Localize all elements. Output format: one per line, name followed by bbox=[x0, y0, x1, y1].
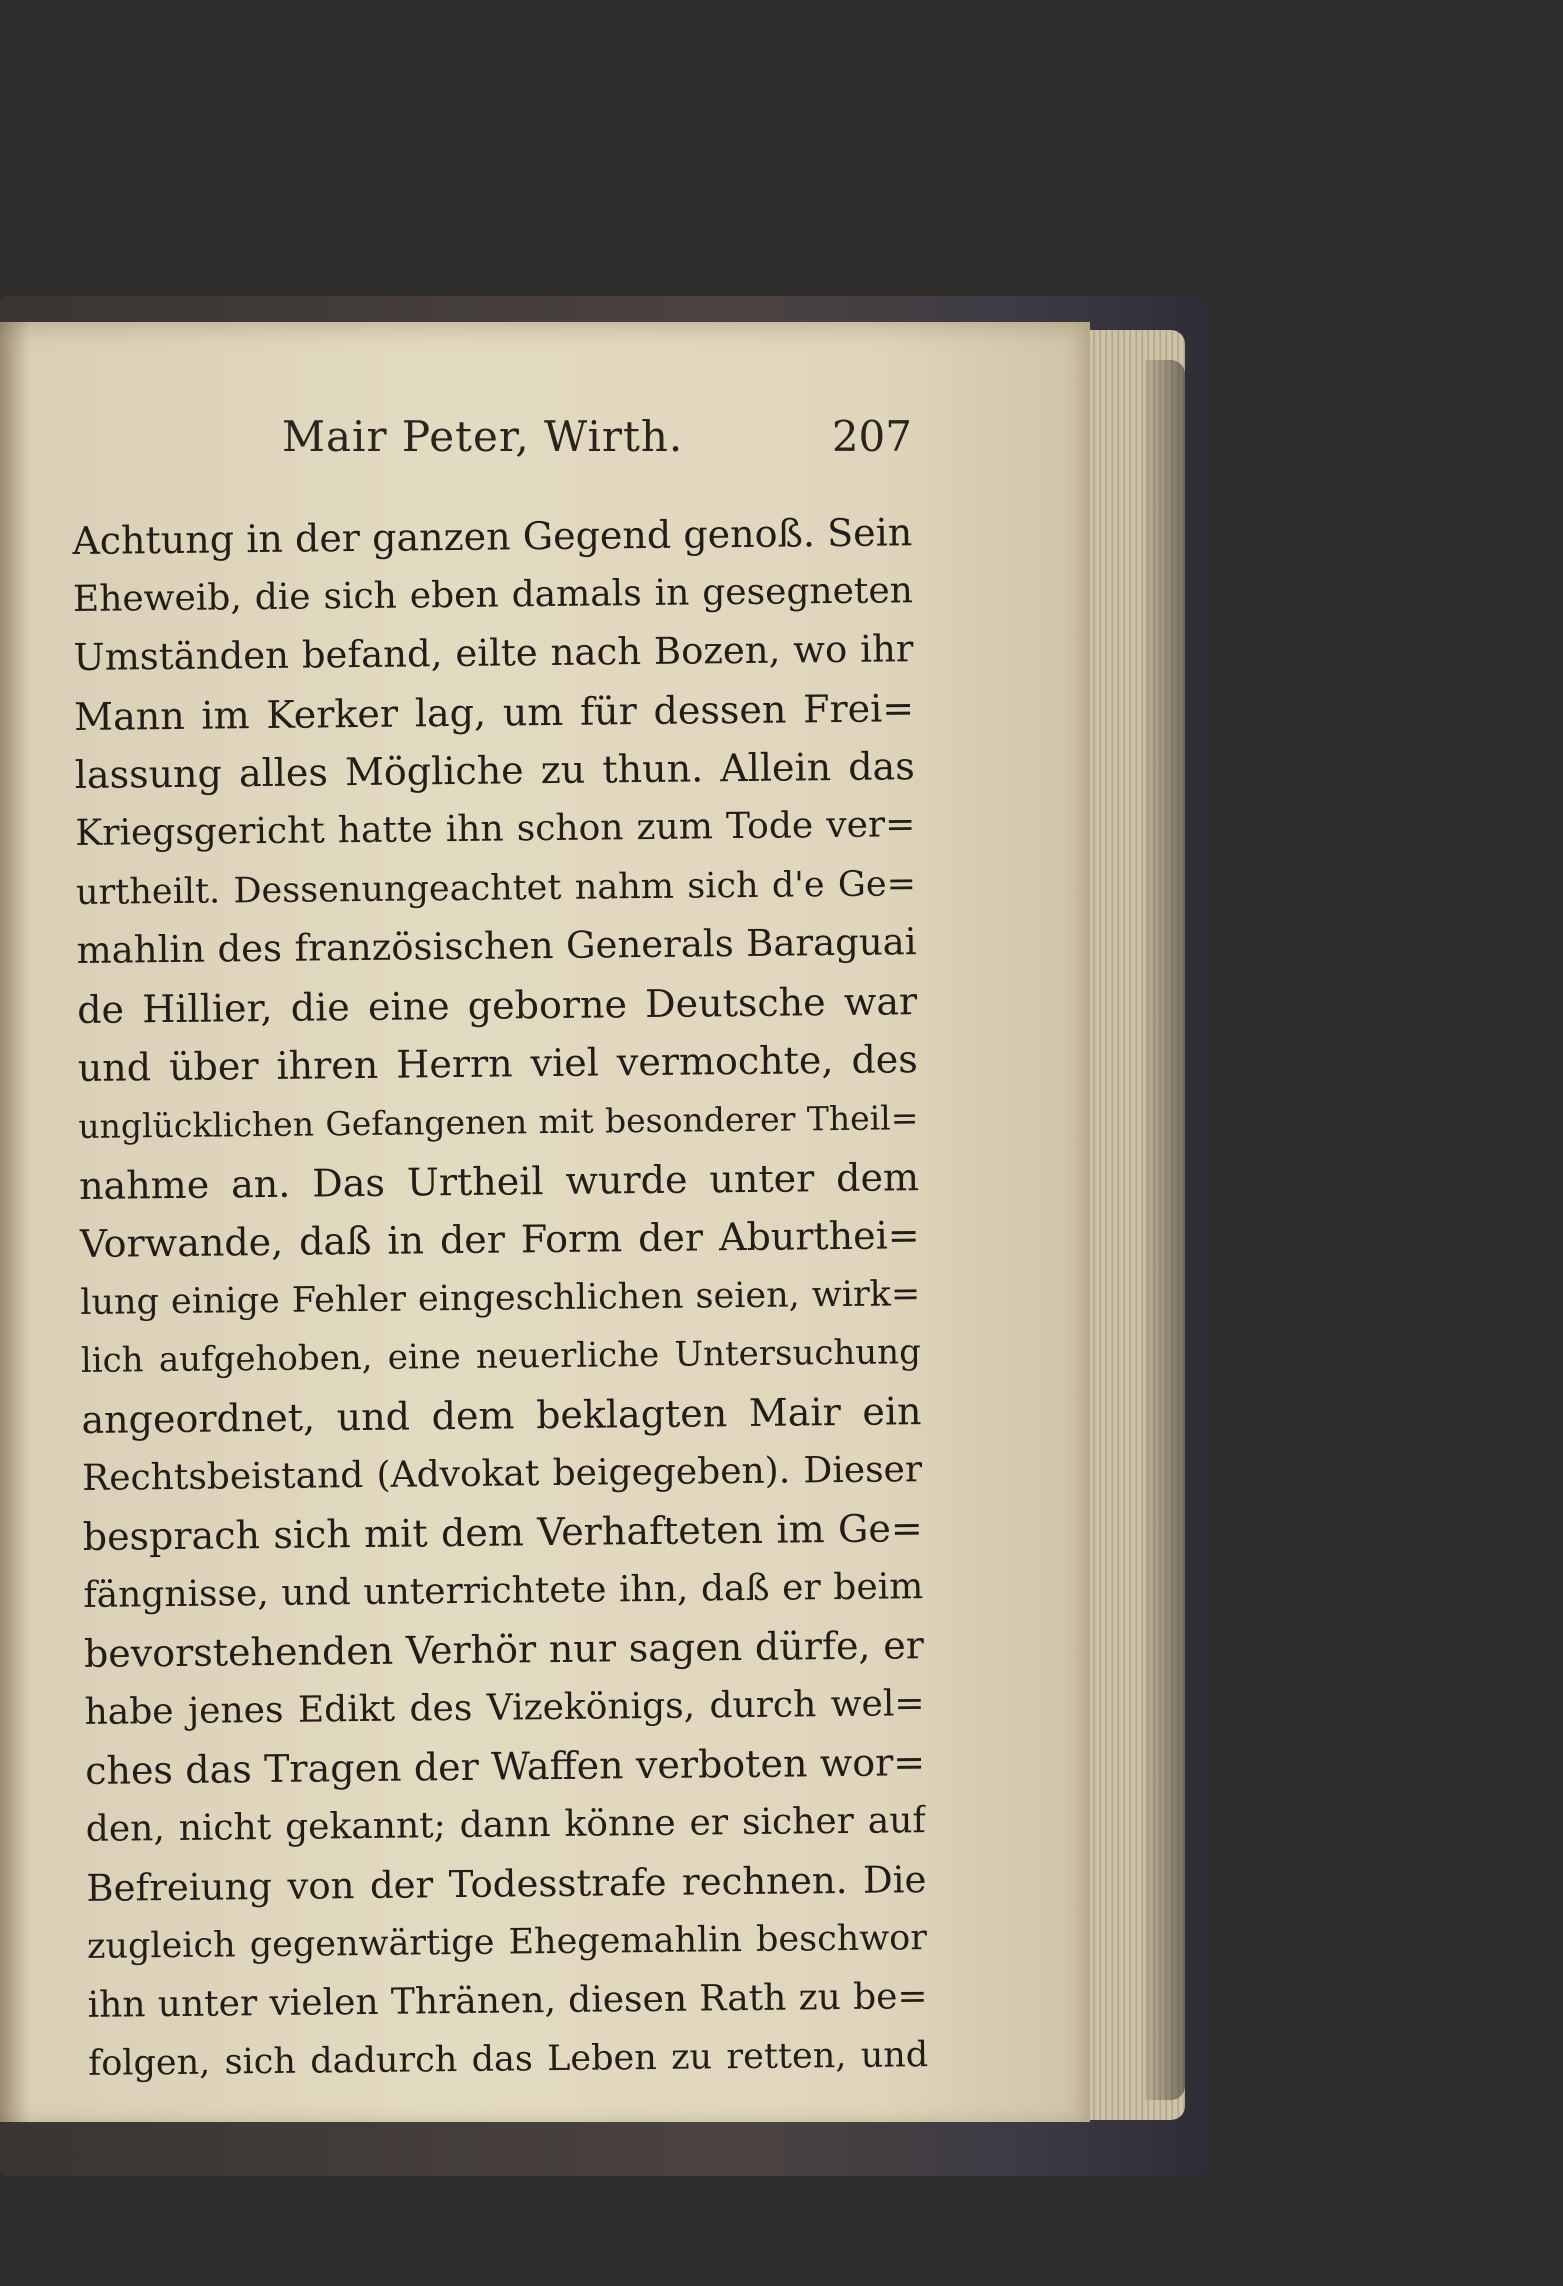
text-line: Achtung in der ganzen Gegend genoß. Sein bbox=[72, 510, 913, 563]
text-line: zugleich gegenwärtige Ehegemahlin beschwor bbox=[86, 1918, 928, 1968]
text-line: den, nicht gekannt; dann könne er sicher auf bbox=[85, 1800, 926, 1850]
text-line: bevorstehenden Verhör nur sagen dürfe, er bbox=[83, 1623, 925, 1677]
text-line: lich aufgehoben, eine neuerliche Untersuchung bbox=[80, 1332, 922, 1382]
page-number: 207 bbox=[831, 412, 912, 461]
text-line: urtheilt. Dessenungeachtet nahm sich d'e Ge= bbox=[75, 863, 917, 913]
text-line: Vorwande, daß in der Form der Aburthei= bbox=[79, 1213, 920, 1267]
page-header bbox=[72, 412, 912, 472]
text-line: lung einige Fehler eingeschlichen seien, wirk= bbox=[80, 1273, 921, 1323]
text-line: unglücklichen Gefangenen mit besonderer Theil= bbox=[78, 1098, 919, 1146]
text-line: lassung alles Mögliche zu thun. Allein das bbox=[74, 744, 915, 798]
text-line: Rechtsbeistand (Advokat beigegeben). Dieser bbox=[81, 1448, 923, 1499]
page-edges-shadow bbox=[1145, 360, 1185, 2100]
text-line: Mann im Kerker lag, um für dessen Frei= bbox=[73, 685, 915, 739]
text-line: ihn unter vielen Thränen, diesen Rath zu be= bbox=[87, 1975, 928, 2026]
text-line: Befreiung von der Todesstrafe rechnen. Die bbox=[86, 1857, 927, 1910]
text-line: Eheweib, die sich eben damals in gesegneten bbox=[72, 569, 914, 620]
text-line: angeordnet, und dem beklagten Mair ein bbox=[81, 1389, 922, 1442]
text-line: und über ihren Herrn viel vermochte, des bbox=[77, 1037, 919, 1091]
text-line: besprach sich mit dem Verhafteten im Ge= bbox=[82, 1506, 923, 1560]
text-line: folgen, sich dadurch das Leben zu retten, und bbox=[88, 2035, 929, 2085]
text-line: mahlin des französischen Generals Baraguai bbox=[76, 920, 917, 973]
text-line: habe jenes Edikt des Vizekönigs, durch wel= bbox=[84, 1683, 925, 1733]
text-line: Umständen befand, eilte nach Bozen, wo ihr bbox=[73, 627, 914, 680]
text-line: de Hillier, die eine geborne Deutsche war bbox=[76, 978, 918, 1032]
text-line: ches das Tragen der Waffen verboten wor= bbox=[84, 1740, 926, 1794]
page-gutter-shadow bbox=[0, 322, 30, 2122]
text-line: fängnisse, und unterrichtete ihn, daß er beim bbox=[83, 1565, 924, 1616]
body-text bbox=[72, 503, 929, 2094]
text-line: Kriegsgericht hatte ihn schon zum Tode ver= bbox=[75, 804, 916, 854]
running-head: Mair Peter, Wirth. bbox=[282, 412, 684, 461]
text-line: nahme an. Das Urtheil wurde unter dem bbox=[78, 1154, 920, 1208]
